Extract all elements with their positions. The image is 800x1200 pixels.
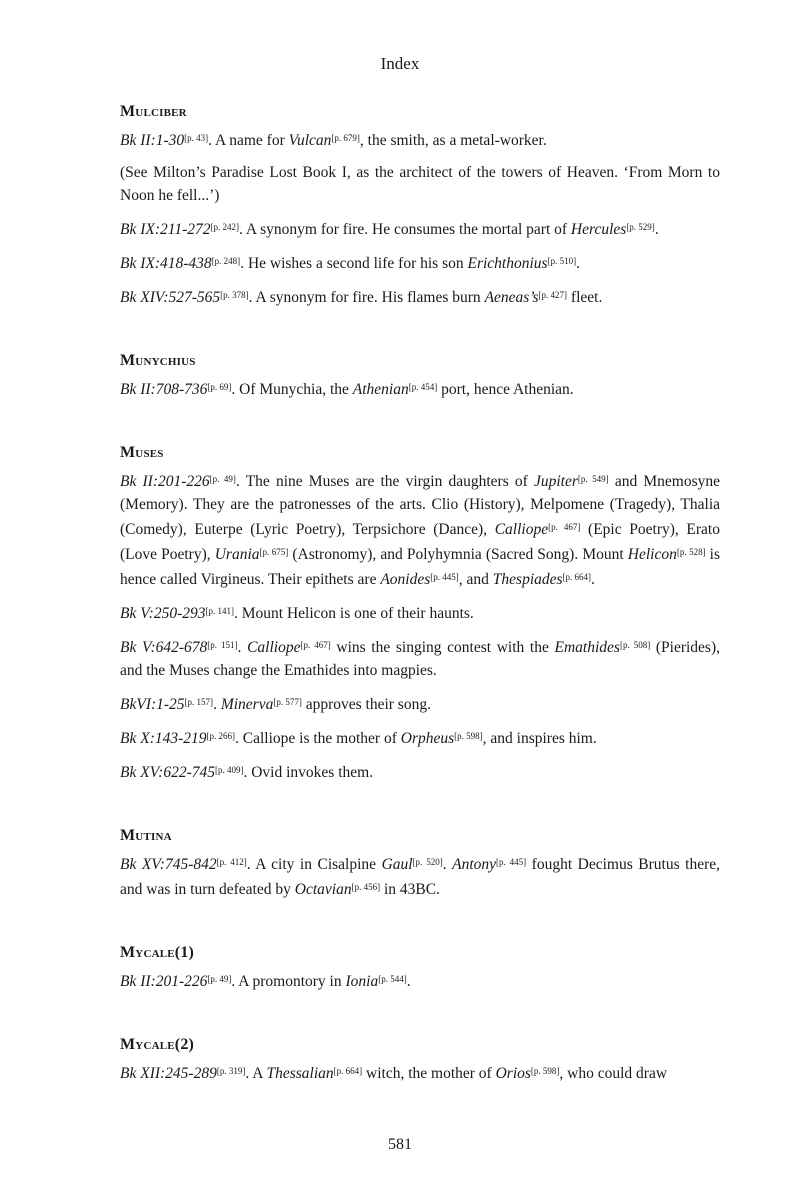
entry-text: is hence called Virgineus. Their epithets are [120,546,720,588]
page-reference: [p. 598] [454,731,483,741]
book-reference: Athenian [352,381,409,398]
book-reference: Gaul [381,856,413,873]
page-reference: [p. 141] [205,606,235,616]
page-reference: [p. 577] [273,697,302,707]
entry-text: and Mnemosyne (Memory). They are the patronesses of the arts. Clio (History), Melpomene (Tragedy), Thalia (Comedy), Euterpe (Lyric Poetry), Terpsichore (Dance), [120,473,720,538]
entry-paragraph [120,216,720,241]
index-entry [120,1033,720,1085]
page-header-title: Index [380,54,420,73]
book-reference: Bk XIV:527-565 [120,289,221,306]
page-reference: [p. 510] [547,256,577,266]
book-reference: Calliope [494,521,549,538]
entry-text: . A synonym for fire. He consumes the mortal part of [239,221,571,238]
book-reference: Bk XV:622-745 [120,764,215,781]
page-reference: [p. 69] [207,382,232,392]
entry-text: witch, the mother of [362,1065,496,1082]
page-reference: [p. 319] [216,1066,246,1076]
book-reference: Orpheus [400,730,455,747]
entry-text: . The nine Muses are the virgin daughters of [235,473,534,490]
entry-text: , and [458,571,493,588]
entry-text: fleet. [567,289,603,306]
entry-paragraph [120,468,720,591]
book-reference: Thespiades [492,571,563,588]
page-reference: [p. 412] [216,857,247,867]
book-reference: Bk II:201-226 [120,473,210,490]
index-entry [120,824,720,901]
entry-title: Mycale(1) [120,944,195,961]
book-reference: Urania [214,546,260,563]
page-reference: [p. 549] [577,474,609,484]
entry-text: . [591,571,595,588]
page-reference: [p. 445] [496,857,527,867]
entry-text: fought Decimus Brutus there, and was in turn defeated by [120,856,720,898]
entry-title: Muses [120,444,164,461]
page-reference: [p. 528] [676,547,706,557]
entry-paragraph [120,284,720,309]
page-reference: [p. 598] [530,1066,560,1076]
entry-title: Munychius [120,352,196,369]
page-reference: [p. 242] [210,222,240,232]
index-entry [120,349,720,401]
page-reference: [p. 456] [351,882,381,892]
entry-text: . A name for [208,132,289,149]
page-reference: [p. 49] [209,474,236,484]
book-reference: Bk V:250-293 [120,605,206,622]
book-reference: Aeneas’s [484,289,539,306]
book-reference: Bk II:201-226 [120,973,208,990]
book-reference: Aonides [380,571,431,588]
page-reference: [p. 467] [548,522,581,532]
book-reference: Hercules [570,221,627,238]
entry-title: Mulciber [120,103,187,120]
entry-text: . A city in Cisalpine [246,856,382,873]
entry-paragraph [120,634,720,682]
book-reference: Bk XV:745-842 [120,856,217,873]
index-entry [120,100,720,309]
entry-text: , and inspires him. [482,730,597,747]
entry-text: in 43BC. [380,881,440,898]
book-reference: Jupiter [533,473,578,490]
page-reference: [p. 266] [206,731,236,741]
entry-text: . A synonym for fire. His flames burn [248,289,485,306]
book-reference: Emathides [554,639,620,656]
page-reference: [p. 43] [184,133,209,143]
page-reference: [p. 520] [412,857,443,867]
page-reference: [p. 151] [207,640,238,650]
book-reference: Ionia [345,973,379,990]
entry-paragraph [120,1060,720,1085]
book-reference: Thessalian [266,1065,334,1082]
entry-text: . A promontory in [231,973,346,990]
entry-paragraph [120,600,720,625]
book-reference: Calliope [247,639,301,656]
page-reference: [p. 427] [538,290,568,300]
entry-text: . Mount Helicon is one of their haunts. [234,605,474,622]
entry-paragraph [120,691,720,716]
book-reference: Bk X:143-219 [120,730,207,747]
page-reference: [p. 454] [408,382,438,392]
entry-paragraph [120,161,720,207]
page-number: 581 [388,1136,412,1153]
entry-paragraph [120,851,720,901]
entry-text: wins the singing contest with the [330,639,555,656]
index-entries [120,100,720,1125]
book-reference: Vulcan [288,132,332,149]
page-reference: [p. 664] [562,572,592,582]
page-reference: [p. 529] [626,222,655,232]
entry-text: . Of Munychia, the [231,381,353,398]
entry-paragraph [120,250,720,275]
index-entry [120,941,720,993]
entry-text: (See Milton’s Paradise Lost Book I, as the architect of the towers of Heaven. ‘From Morn to Noon he fell...’) [120,164,720,204]
entry-text: . [442,856,453,873]
entry-text: . [237,639,248,656]
book-reference: BkVI:1-25 [120,696,185,713]
entry-paragraph [120,968,720,993]
book-reference: Bk IX:418-438 [120,255,212,272]
index-entry [120,441,720,784]
page-reference: [p. 679] [331,133,360,143]
book-reference: Bk XII:245-289 [120,1065,217,1082]
entry-text: , who could draw [559,1065,668,1082]
book-reference: Bk V:642-678 [120,639,208,656]
book-reference: Bk II:708-736 [120,381,208,398]
entry-text: , the smith, as a metal-worker. [359,132,547,149]
page-reference: [p. 445] [430,572,459,582]
entry-paragraph [120,725,720,750]
book-reference: Bk II:1-30 [120,132,185,149]
page-reference: [p. 409] [214,765,244,775]
entry-text: . [213,696,221,713]
book-reference: Antony [452,856,497,873]
page-reference: [p. 157] [184,697,214,707]
entry-text: . He wishes a second life for his son [240,255,468,272]
entry-text: port, hence Athenian. [437,381,574,398]
entry-paragraph [120,376,720,401]
entry-text: (Pierides), and the Muses change the Emathides into magpies. [120,639,720,679]
entry-title: Mutina [120,827,172,844]
page-reference: [p. 467] [300,640,331,650]
page-reference: [p. 508] [619,640,651,650]
entry-text: (Astronomy), and Polyhymnia (Sacred Song). Mount [288,546,628,563]
entry-title: Mycale(2) [120,1036,195,1053]
page-reference: [p. 544] [378,974,407,984]
page-reference: [p. 664] [333,1066,363,1076]
entry-text: (Epic Poetry), Erato (Love Poetry), [120,521,720,563]
entry-paragraph [120,127,720,152]
book-reference: Octavian [294,881,352,898]
entry-text: . [406,973,411,990]
book-reference: Orios [495,1065,531,1082]
entry-text: . Calliope is the mother of [235,730,401,747]
entry-text: . [654,221,659,238]
book-reference: Erichthonius [467,255,548,272]
entry-text: approves their song. [301,696,431,713]
book-reference: Helicon [627,546,677,563]
entry-text: . A [245,1065,267,1082]
entry-text: . [576,255,580,272]
page-reference: [p. 49] [207,974,232,984]
book-reference: Minerva [220,696,274,713]
entry-text: . Ovid invokes them. [243,764,374,781]
page-reference: [p. 378] [220,290,249,300]
page-reference: [p. 675] [259,547,289,557]
entry-paragraph [120,759,720,784]
book-reference: Bk IX:211-272 [120,221,211,238]
page-reference: [p. 248] [211,256,241,266]
